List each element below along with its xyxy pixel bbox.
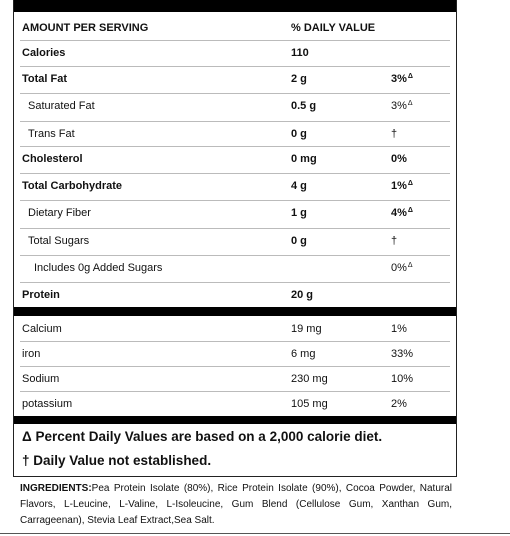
delta-footnote-mark: Δ: [407, 180, 413, 187]
percent-daily-value-note: Δ Percent Daily Values are based on a 2,000 calorie diet.: [22, 429, 383, 444]
nutrient-daily-value: [391, 180, 413, 192]
daily-value-percent: 0%: [391, 262, 407, 274]
mineral-amount: 230 mg: [291, 373, 328, 385]
nutrient-row: [14, 173, 456, 199]
mineral-name: potassium: [22, 398, 73, 410]
nutrient-name: Total Fat: [22, 73, 68, 85]
daily-value-percent: 3%: [391, 73, 407, 85]
nutrient-name: Cholesterol: [22, 153, 83, 165]
delta-footnote-mark: Δ: [407, 73, 413, 80]
daily-value-percent: 4%: [391, 207, 407, 219]
delta-footnote-mark: Δ: [407, 207, 413, 214]
nutrient-name: Dietary Fiber: [28, 207, 91, 219]
nutrient-name: Calories: [22, 47, 66, 59]
nutrient-row: [14, 66, 456, 92]
nutrient-daily-value: [391, 207, 413, 219]
mineral-row: [14, 316, 456, 342]
mineral-daily-value: 33%: [391, 348, 414, 360]
nutrient-amount: 110: [291, 47, 309, 59]
daily-value-percent: †: [391, 128, 398, 140]
nutrient-row: [14, 93, 456, 119]
delta-footnote-mark: Δ: [407, 262, 413, 269]
mineral-amount: 19 mg: [291, 323, 322, 335]
nutrient-daily-value: [391, 153, 407, 165]
nutrient-daily-value: [391, 73, 413, 85]
nutrient-name: Protein: [22, 289, 60, 301]
nutrient-amount: 1 g: [291, 207, 307, 219]
ingredients-text: [20, 481, 452, 529]
nutrient-name: Includes 0g Added Sugars: [34, 262, 163, 274]
thick-divider: [14, 307, 456, 316]
nutrient-name: Saturated Fat: [28, 100, 95, 112]
table-header: [14, 18, 456, 40]
bottom-divider: [0, 533, 510, 534]
nutrient-amount: 0 mg: [291, 153, 317, 165]
nutrient-row: [14, 255, 456, 281]
nutrient-daily-value: [391, 128, 397, 140]
nutrient-amount: 4 g: [291, 180, 307, 192]
mineral-daily-value: 1%: [391, 323, 407, 335]
mineral-amount: 105 mg: [291, 398, 328, 410]
mineral-name: iron: [22, 348, 41, 360]
nutrient-name: Trans Fat: [28, 128, 75, 140]
amount-per-serving-heading: AMOUNT PER SERVING: [22, 22, 149, 34]
daily-value-percent: 1%: [391, 180, 407, 192]
mineral-row: [14, 341, 456, 367]
mineral-daily-value: 10%: [391, 373, 414, 385]
mineral-name: Calcium: [22, 323, 62, 335]
mineral-daily-value: 2%: [391, 398, 407, 410]
nutrition-facts-panel: [13, 0, 457, 477]
ingredients-list: Pea Protein Isolate (80%), Rice Protein Isolate (90%), Cocoa Powder, Natural Flavors, L-Leucine, L-Valine, L-Isoleucine, Gum Blend (Cellulose Gum, Xanthan Gum, Carrageenan), Stevia Leaf Extract,Sea Salt.: [20, 483, 452, 526]
nutrient-row: [14, 282, 456, 308]
mineral-amount: 6 mg: [291, 348, 316, 360]
nutrient-row: [14, 146, 456, 172]
nutrient-row: [14, 228, 456, 254]
mineral-row: [14, 366, 456, 392]
daily-value-heading: % DAILY VALUE: [291, 22, 376, 34]
mineral-row: [14, 391, 456, 417]
nutrient-row: [14, 121, 456, 147]
mineral-name: Sodium: [22, 373, 60, 385]
nutrient-daily-value: [391, 100, 413, 112]
nutrient-amount: 2 g: [291, 73, 307, 85]
nutrient-name: Total Sugars: [28, 235, 90, 247]
nutrient-name: Total Carbohydrate: [22, 180, 123, 192]
daily-value-percent: †: [391, 235, 398, 247]
nutrient-amount: 0 g: [291, 128, 307, 140]
thick-divider: [14, 416, 456, 424]
delta-footnote-mark: Δ: [407, 100, 413, 107]
top-bar: [14, 0, 456, 12]
nutrient-row: [14, 40, 456, 66]
daily-value-not-established-note: † Daily Value not established.: [22, 453, 212, 468]
daily-value-percent: 3%: [391, 100, 407, 112]
nutrient-amount: 0.5 g: [291, 100, 317, 112]
nutrient-amount: 0 g: [291, 235, 307, 247]
ingredients-label: INGREDIENTS:: [20, 483, 92, 494]
nutrient-daily-value: [391, 235, 397, 247]
nutrient-daily-value: [391, 262, 413, 274]
daily-value-percent: 0%: [391, 153, 407, 165]
nutrient-amount: 20 g: [291, 289, 314, 301]
nutrient-row: [14, 200, 456, 226]
